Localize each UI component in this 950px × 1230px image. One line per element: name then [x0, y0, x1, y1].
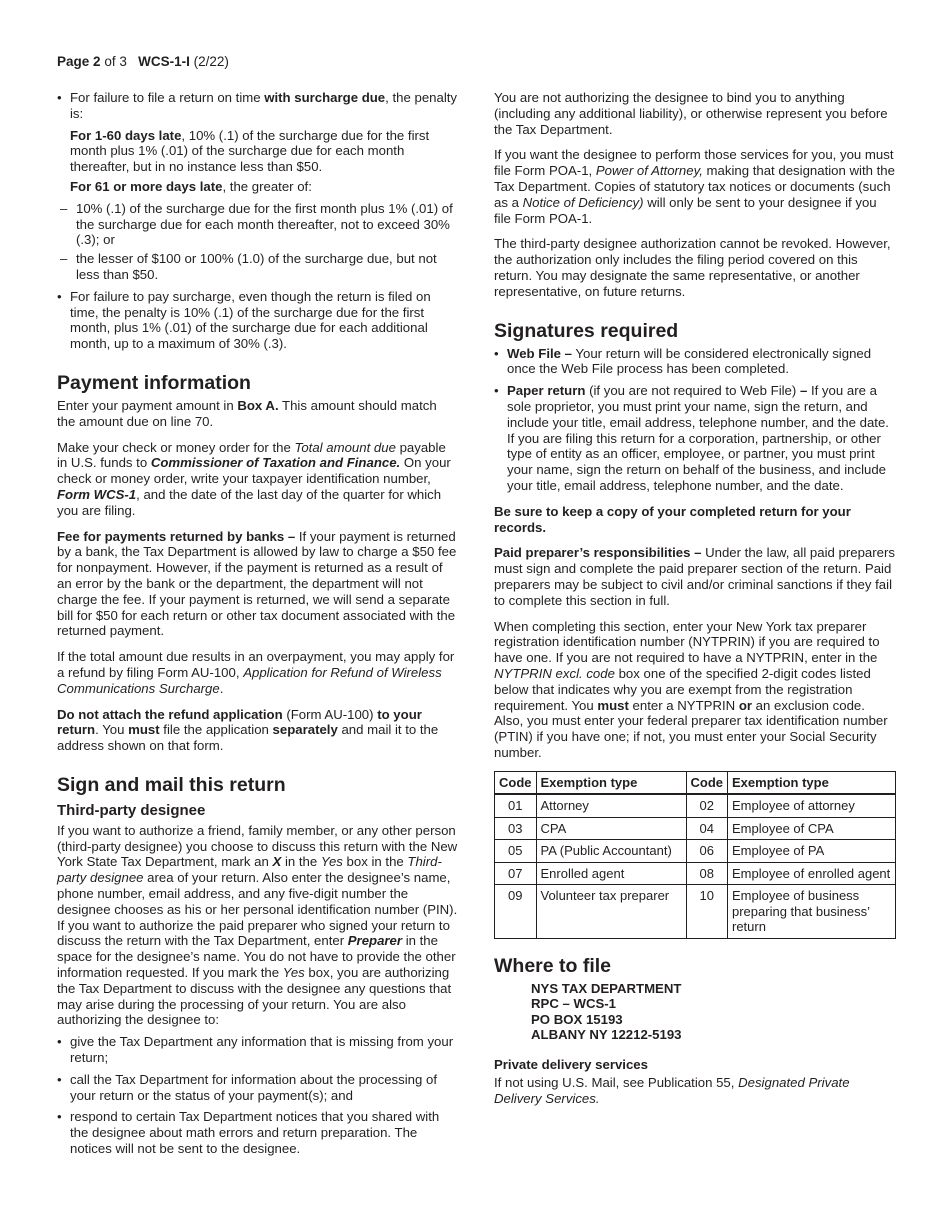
exemption-code-table	[494, 771, 896, 939]
keep-copy-note: Be sure to keep a copy of your completed return for your records.	[494, 503, 851, 535]
table-row: 03 CPA 04 Employee of CPA	[495, 817, 896, 840]
list-item: • respond to certain Tax Department notices that you shared with the designee about math errors and return preparation. The notices will not be sent to the designee.	[57, 1109, 458, 1156]
column-header: Exemption type	[728, 771, 896, 794]
paid-preparer-text: Paid preparer’s responsibilities – Under the law, all paid preparers must sign and complete the paid preparer section of the return. Paid preparers may be subject to civil and/or criminal sanctions if they fail to complete this section in full.	[494, 545, 895, 608]
power-of-attorney-text: If you want the designee to perform those services for you, you must file Form POA-1, Power of Attorney, making that designation with the Tax Department. Copies of statutory tax notices or documents (such as a Notice of Deficiency) will only be sent to your designee if you file Form POA-1.	[494, 147, 895, 226]
mailing-address: NYS TAX DEPARTMENT RPC – WCS-1 PO BOX 15193 ALBANY NY 12212-5193	[531, 980, 682, 1043]
list-item: • call the Tax Department for information about the processing of your return or the status of your payment(s); and	[57, 1072, 458, 1104]
refund-application-note: Do not attach the refund application (Form AU-100) to your return. You must file the application separately and mail it to the address shown on that form.	[57, 706, 439, 754]
penalty-61-days: For 61 or more days late, the greater of:	[70, 178, 312, 194]
payment-information-heading: Payment information	[57, 371, 251, 394]
table-row: 07 Enrolled agent 08 Employee of enrolled agent	[495, 862, 896, 885]
revocation-text: The third-party designee authorization cannot be revoked. However, the authorization only includes the filing period covered on this return. You may designate the same representative, or another representative, on future returns.	[494, 236, 891, 299]
table-row: 09 Volunteer tax preparer 10 Employee of business preparing that business’ return	[495, 885, 896, 939]
penalty-option-2: – the lesser of $100 or 100% (1.0) of the surcharge due, but not less than $50.	[44, 251, 458, 283]
where-to-file-heading: Where to file	[494, 954, 612, 977]
penalty-1-60-days: For 1-60 days late, 10% (.1) of the surcharge due for the first month plus 1% (.01) of the surcharge due for each month thereafter, but in no instance less than $50.	[70, 127, 430, 175]
web-file-item: • Web File – Your return will be considered electronically signed once the Web File process has been completed.	[494, 346, 896, 378]
column-header: Code	[686, 771, 728, 794]
table-row: 05 PA (Public Accountant) 06 Employee of PA	[495, 840, 896, 863]
nytprin-text: When completing this section, enter your New York tax preparer registration identification number (NYTPRIN) if you are required to have one. If you are not required to have a NYTPRIN, enter in the NYTPRIN excl. code box one of the specified 2-digit codes listed below that indicates why you are exempt from the registration requirement. You must enter a NYTPRIN or an exclusion code. Also, you must enter your federal preparer tax identification number (PTIN) if you have one; if not, you must enter your Social Security number.	[494, 618, 888, 760]
designee-limits-text: You are not authorizing the designee to bind you to anything (including any additional liability), or otherwise represent you before the Tax Department.	[494, 90, 888, 137]
penalty-late-filing: • For failure to file a return on time with surcharge due, the penalty is: For 1-60 days late, 10% (.1) of the surcharge due for the first month plus 1% (.01) of the surcharge due for each month thereafter, but in no instance less than $50. For 61 or more days late, the greater of:	[57, 90, 458, 195]
private-delivery-text: If not using U.S. Mail, see Publication 55, Designated Private Delivery Services.	[494, 1075, 850, 1107]
sign-and-mail-heading: Sign and mail this return	[57, 773, 286, 796]
payment-amount-text: Enter your payment amount in Box A. This amount should match the amount due on line 70.	[57, 397, 437, 429]
returned-payment-fee: Fee for payments returned by banks – If your payment is returned by a bank, the Tax Department is allowed by law to charge a $50 fee for nonpayment. However, if the payment is returned as a result of an error by the bank or the department, the department will not charge the fee. If your payment is returned, we will send a separate bill for $50 for each return or other tax document associated with the returned payment.	[57, 528, 457, 639]
table-header-row	[495, 771, 896, 794]
penalty-option-1: – 10% (.1) of the surcharge due for the first month plus 1% (.01) of the surcharge due for each month thereafter, not to exceed 30% (.3); or	[44, 201, 458, 248]
overpayment-text: If the total amount due results in an overpayment, you may apply for a refund by filing Form AU-100, Application for Refund of Wireless Communications Surcharge.	[57, 649, 455, 696]
table-row: 01 Attorney 02 Employee of attorney	[495, 794, 896, 817]
column-header: Code	[495, 771, 537, 794]
check-instructions: Make your check or money order for the Total amount due payable in U.S. funds to Commissioner of Taxation and Finance. On your check or money order, write your taxpayer identification number, Form WCS-1, and the date of the last day of the quarter for which you are filing.	[57, 439, 451, 518]
form-id: WCS-1-I	[138, 54, 190, 69]
right-column	[494, 90, 896, 1117]
third-party-designee-heading: Third-party designee	[57, 801, 206, 819]
third-party-designee-text: If you want to authorize a friend, family member, or any other person (third-party designee) you choose to discuss this return with the New York State Tax Department, mark an X in the Yes box in the Third-party designee area of your return. Also enter the designee’s name, phone number, email address, and any five-digit number the designee chooses as his or her personal identification number (PIN). If you want to authorize the paid preparer who signed your return to discuss the return with the Tax Department, enter Preparer in the space for the designee’s name. You do not have to provide the other information requested. If you mark the Yes box, you are authorizing the Tax Department to discuss with the designee any questions that may arise during the processing of your return. You are also authorizing the designee to:	[57, 822, 458, 1028]
list-item: • give the Tax Department any information that is missing from your return;	[57, 1034, 458, 1066]
private-delivery-heading: Private delivery services	[494, 1056, 648, 1072]
penalty-failure-to-pay: • For failure to pay surcharge, even though the return is filed on time, the penalty is 10% (.1) of the surcharge due for the first month, plus 1% (.01) of the surcharge due for each additional month, up to a maximum of 30% (.3).	[57, 289, 458, 352]
left-column	[57, 90, 458, 1163]
column-header: Exemption type	[536, 771, 686, 794]
page-header: Page 2 of 3 WCS-1-I (2/22)	[57, 54, 229, 69]
signatures-required-heading: Signatures required	[494, 319, 679, 342]
paper-return-item: • Paper return (if you are not required to Web File) – If you are a sole proprietor, you must print your name, sign the return, and include your title, email address, telephone number, and the date. If you are filing this return for a corporation, partnership, or other type of entity as an officer, employee, or partner, you must print your name, sign the return on behalf of the business, and include your title, email address, telephone number, and the date.	[494, 383, 896, 494]
